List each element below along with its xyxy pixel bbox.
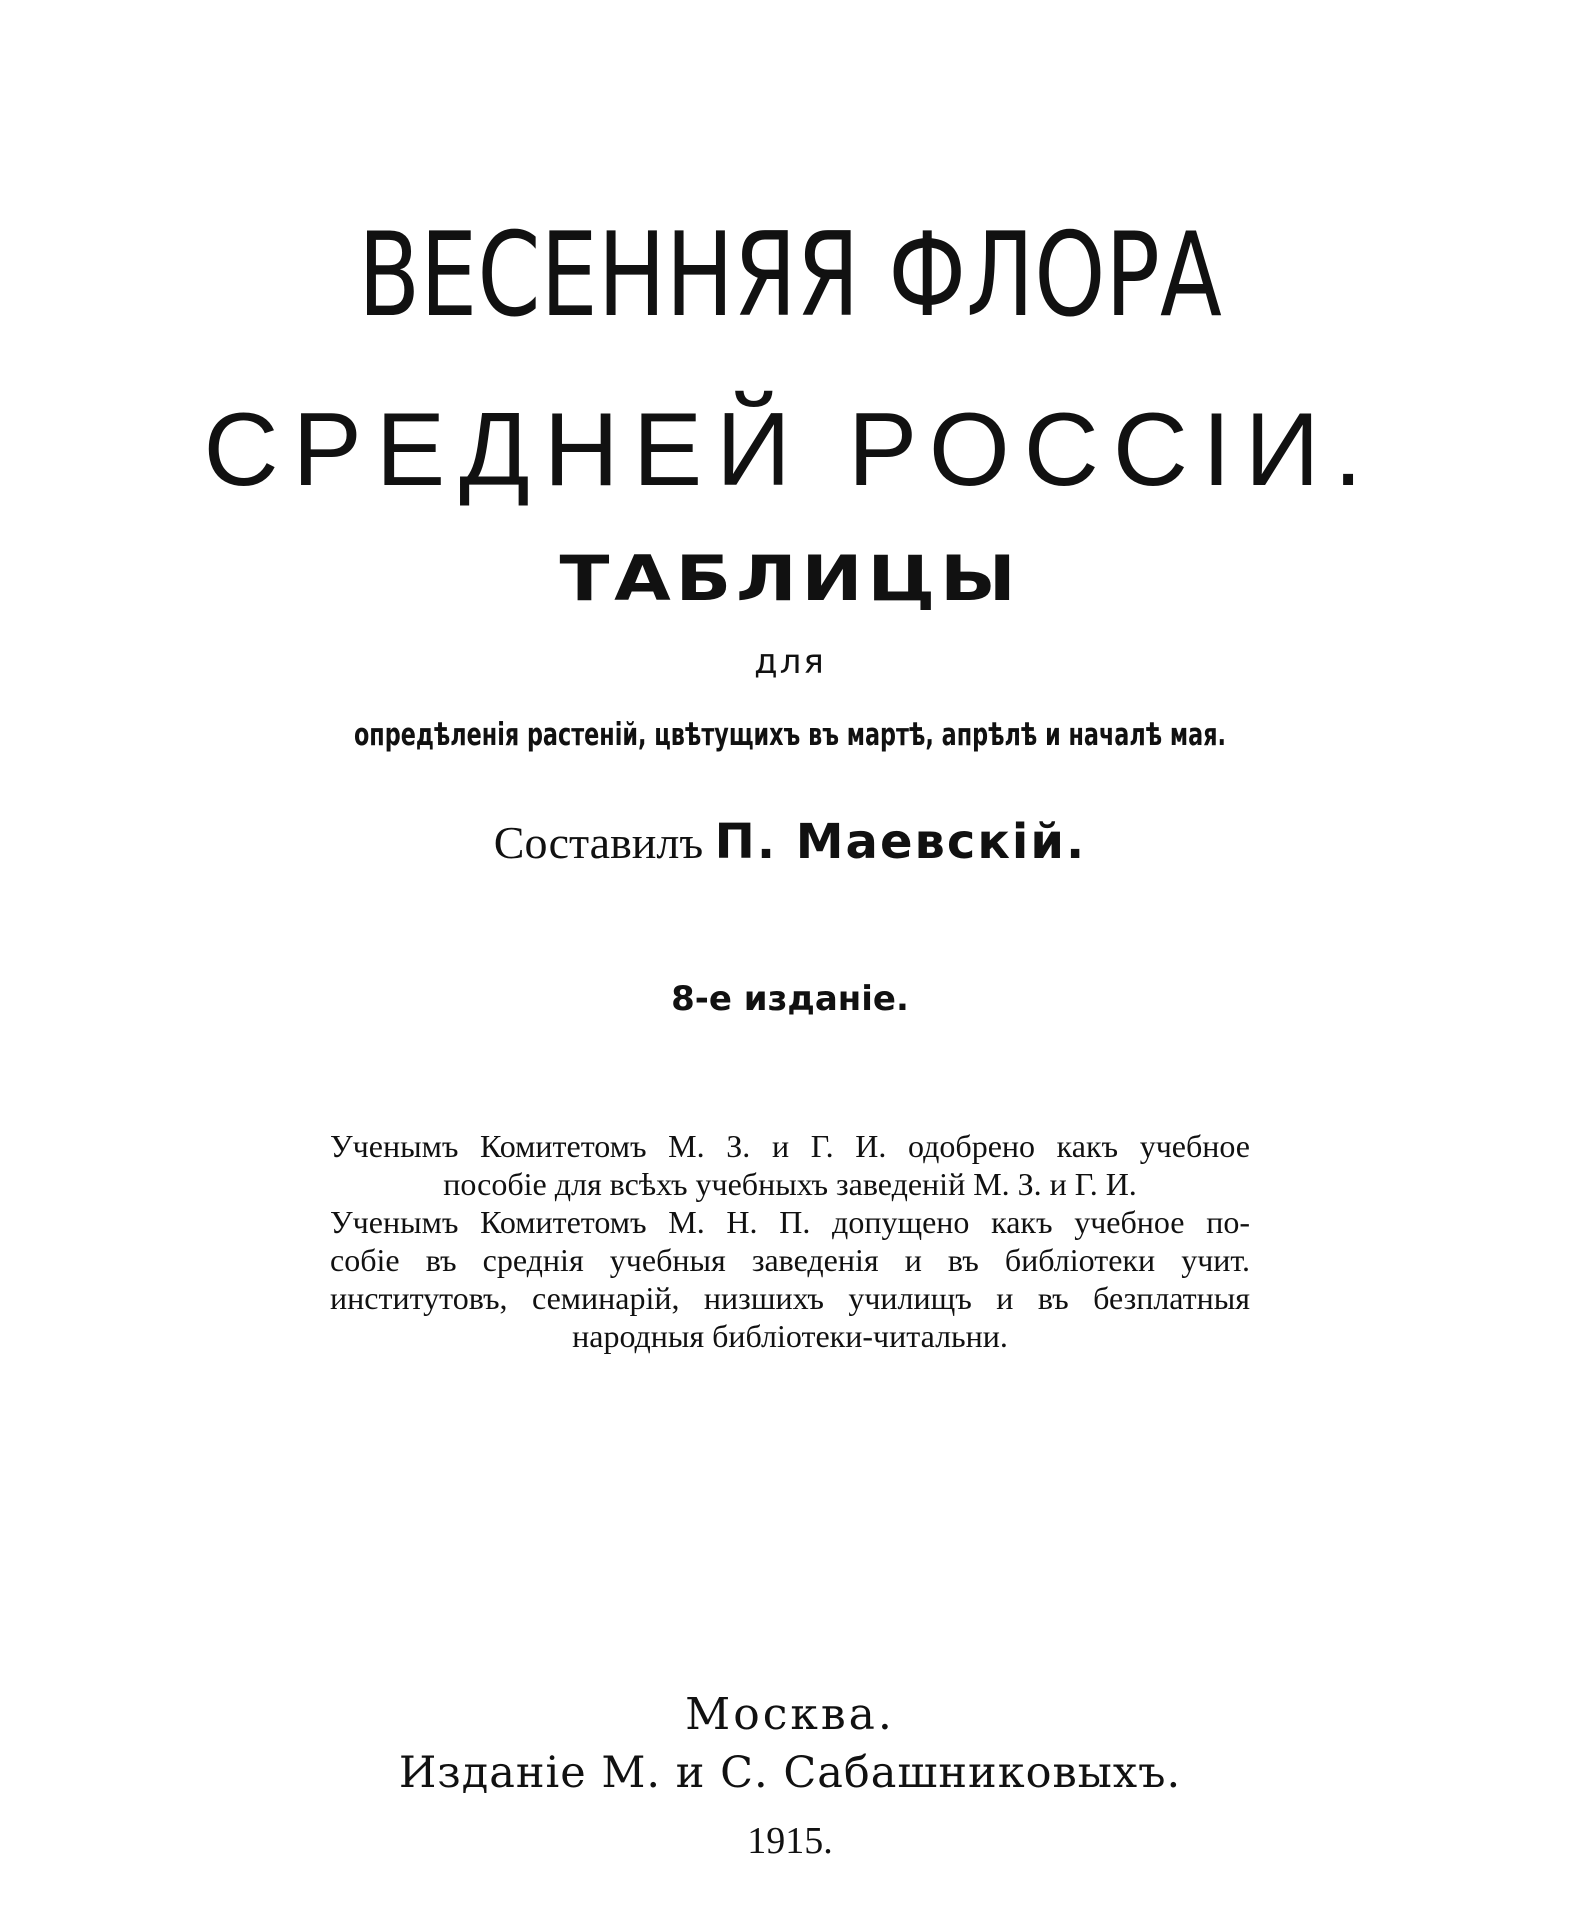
- approval-line: институтовъ, семинарій, низшихъ училищъ и въ безплатныя: [330, 1280, 1250, 1316]
- title-line-1: ВЕСЕННЯЯ ФЛОРА: [358, 208, 1222, 343]
- author-name: П. Маевскій.: [714, 814, 1087, 870]
- author-line: [0, 814, 1580, 870]
- imprint-city: Москва.: [685, 1689, 895, 1740]
- title-line-2: СРЕДНЕЙ РОССІИ.: [203, 392, 1377, 508]
- approval-line: пособіе для всѣхъ учебныхъ заведеній М. З. и Г. И.: [443, 1166, 1137, 1202]
- imprint-publisher: Изданіе М. и С. Сабашниковыхъ.: [398, 1748, 1182, 1798]
- approval-line: Ученымъ Комитетомъ М. З. и Г. И. одобрено какъ учебное: [330, 1128, 1250, 1164]
- approval-notice: [330, 1127, 1250, 1355]
- subtitle-purpose: опредѣленія растеній, цвѣтущихъ въ мартѣ, апрѣлѣ и началѣ мая.: [353, 717, 1227, 753]
- approval-line: народныя библіотеки-читальни.: [572, 1318, 1008, 1354]
- imprint-year: 1915.: [747, 1820, 833, 1862]
- approval-line: Ученымъ Комитетомъ М. Н. П. допущено какъ учебное по-: [330, 1204, 1250, 1240]
- edition: 8-е изданіе.: [671, 979, 909, 1019]
- author-prefix: Составилъ: [493, 817, 704, 868]
- subtitle-for: для: [754, 642, 826, 682]
- title-line-3: ТАБЛИЦЫ: [559, 542, 1021, 615]
- approval-line: собіе въ среднія учебныя заведенія и въ библіотеки учит.: [330, 1242, 1250, 1278]
